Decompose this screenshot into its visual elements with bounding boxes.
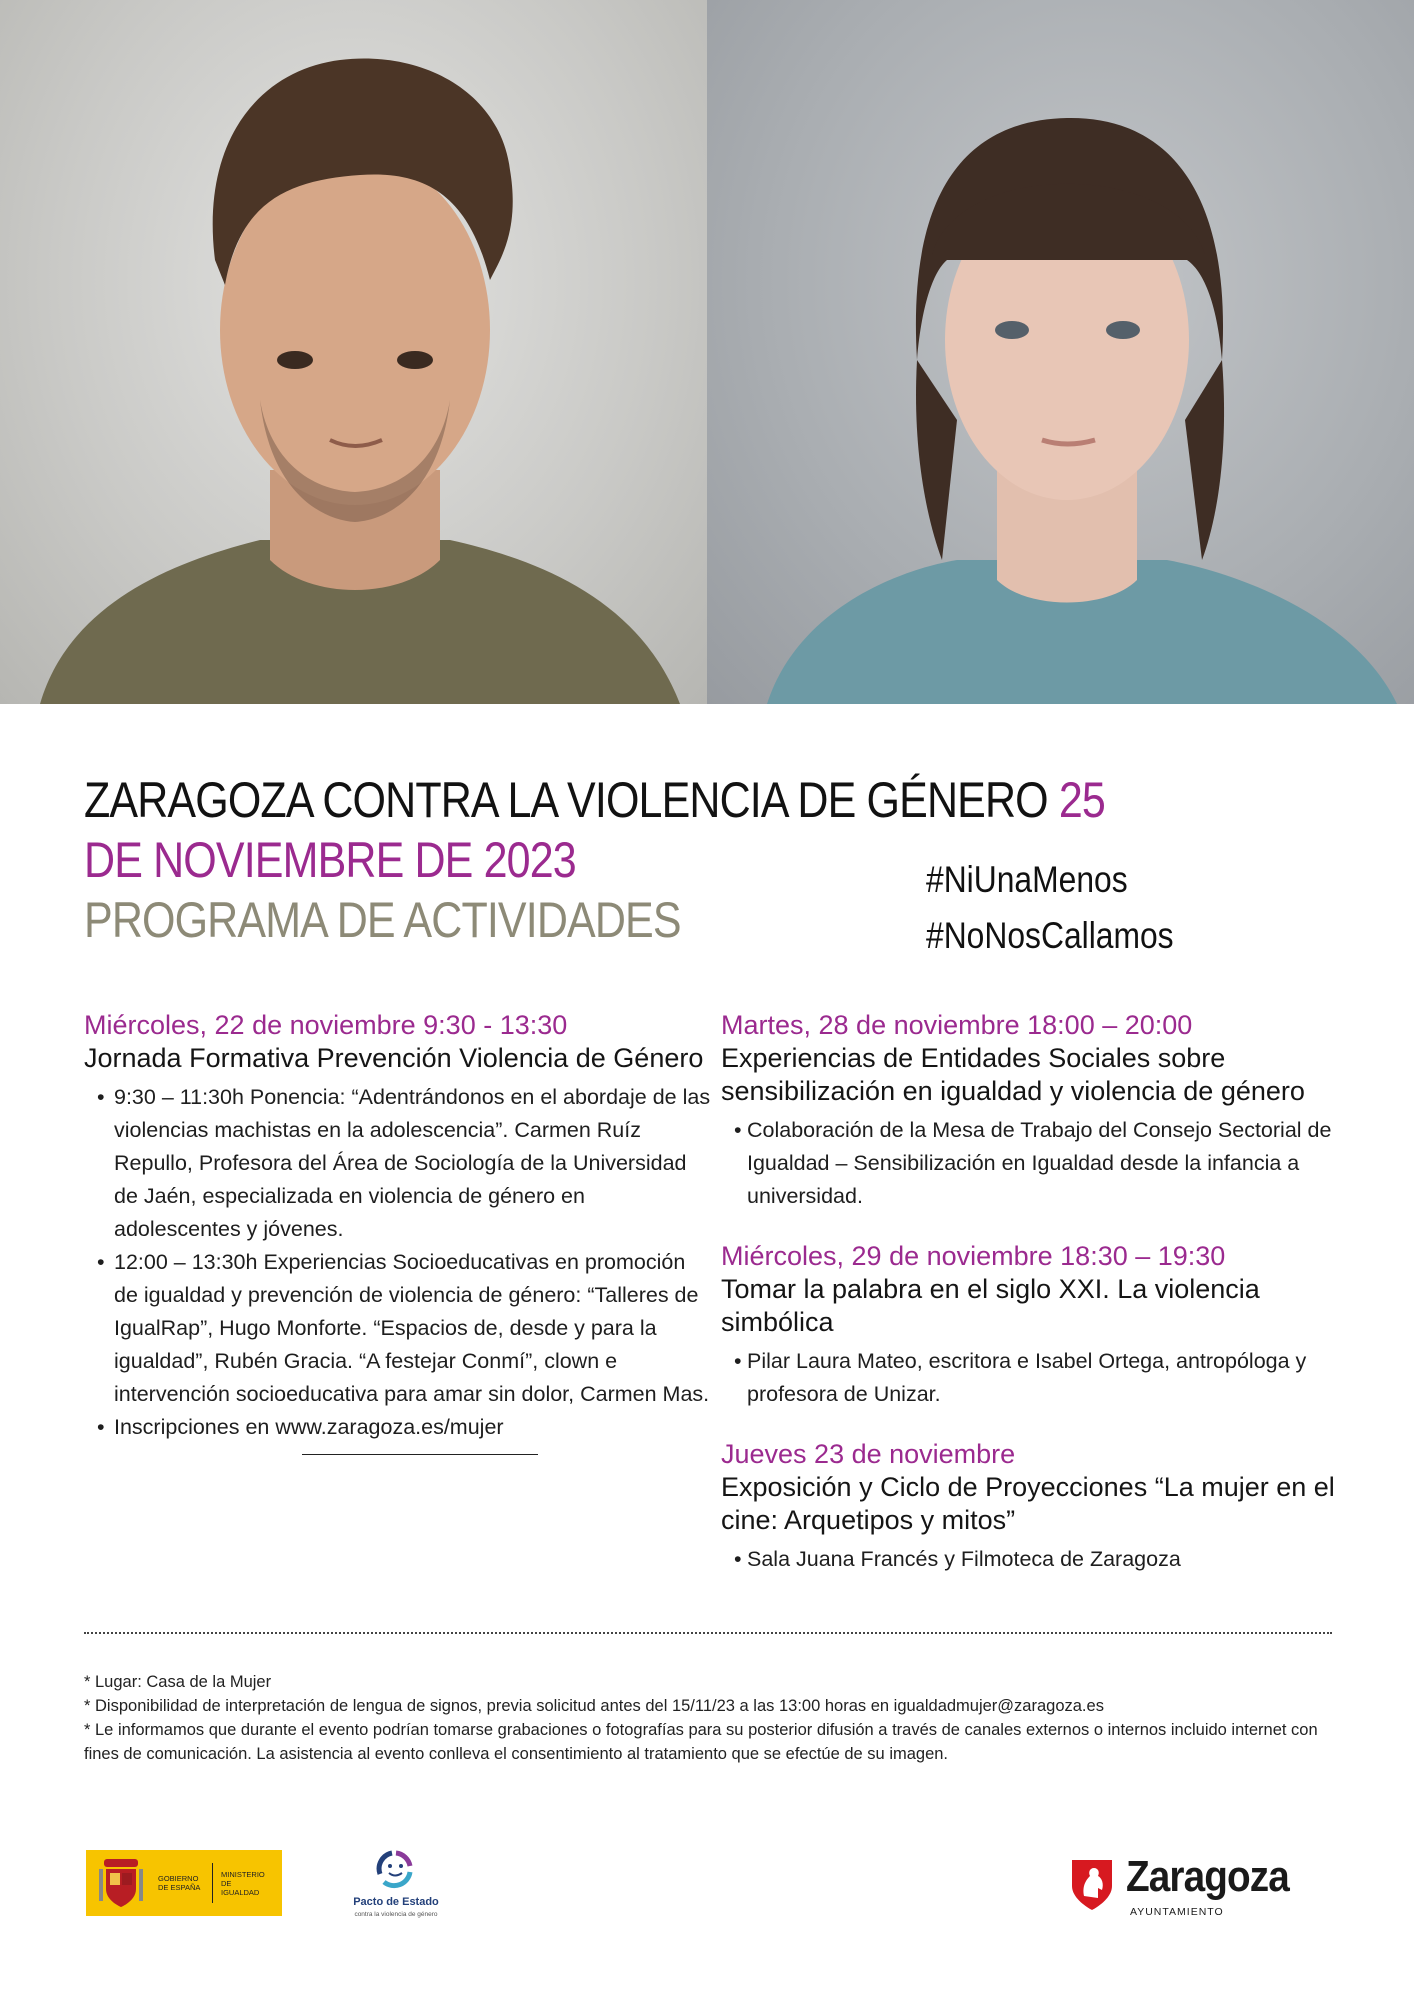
event-date: Miércoles, 29 de noviembre 18:30 – 19:30 <box>721 1241 1226 1271</box>
title-line-3: PROGRAMA DE ACTIVIDADES <box>84 892 681 948</box>
ministerio-line-1: MINISTERIO <box>221 1869 265 1879</box>
title-line-1 <box>84 770 1168 830</box>
footnotes <box>84 1670 1334 1766</box>
gobierno-text <box>158 1874 206 1892</box>
footnote-lugar: * Lugar: Casa de la Mujer <box>84 1673 272 1691</box>
zaragoza-subtitle: AYUNTAMIENTO <box>1130 1906 1224 1918</box>
gobierno-line-2: DE ESPAÑA <box>158 1883 201 1892</box>
event-jueves-23 <box>721 1437 1341 1576</box>
bullet-item: • 9:30 – 11:30h Ponencia: “Adentrándonos en el abordaje de las violencias machistas en la adolescencia”. Carmen Ruíz Repullo, Profesora del Área de Sociología de la Universidad de Jaén, especializada en violencia de género en adolescentes y jóvenes. <box>84 1081 714 1246</box>
title-line-1-main: ZARAGOZA CONTRA LA VIOLENCIA DE GÉNERO <box>84 772 1059 828</box>
footer-logos <box>0 1840 1414 1940</box>
event-title: Experiencias de Entidades Sociales sobre sensibilización en igualdad y violencia de género <box>721 1043 1305 1106</box>
event-title: Jornada Formativa Prevención Violencia de Género <box>84 1043 704 1073</box>
bullet-item: • 12:00 – 13:30h Experiencias Socioeducativas en promoción de igualdad y prevención de violencia de género: “Talleres de IgualRap”, Hugo Monforte. “Espacios de, desde y para la igualdad”, Rubén Gracia. “A festejar Conmí”, clown e intervención socioeducativa para amar sin dolor, Carmen Mas. <box>84 1246 714 1411</box>
gobierno-line-1: GOBIERNO <box>158 1874 199 1883</box>
event-bullets <box>721 1345 1341 1411</box>
event-bullets <box>84 1081 714 1444</box>
event-title: Exposición y Ciclo de Proyecciones “La mujer en el cine: Arquetipos y mitos” <box>721 1472 1335 1535</box>
event-miercoles-29 <box>721 1239 1341 1411</box>
logo-separator <box>212 1863 213 1903</box>
photo-woman <box>707 0 1414 704</box>
zaragoza-name: Zaragoza <box>1126 1852 1289 1901</box>
right-column <box>721 1008 1341 1602</box>
pacto-title: Pacto de Estado <box>353 1896 439 1908</box>
event-bullets <box>721 1543 1341 1576</box>
ministerio-text <box>221 1870 271 1897</box>
woman-portrait-illustration <box>707 0 1414 704</box>
pacto-de-estado-logo <box>348 1844 444 1928</box>
header-photos <box>0 0 1414 704</box>
man-portrait-illustration <box>0 0 707 704</box>
hashtag-nonoscallamos: #NoNosCallamos <box>926 915 1174 956</box>
title-line-2: DE NOVIEMBRE DE 2023 <box>84 832 576 888</box>
coat-of-arms-icon <box>98 1855 144 1911</box>
event-date: Martes, 28 de noviembre 18:00 – 20:00 <box>721 1010 1193 1040</box>
left-column <box>84 1008 714 1455</box>
gobierno-ministerio-logo <box>86 1850 282 1916</box>
bullet-item: • Colaboración de la Mesa de Trabajo del Consejo Sectorial de Igualdad – Sensibilización en Igualdad desde la infancia a universidad. <box>721 1114 1341 1213</box>
event-title: Tomar la palabra en el siglo XXI. La violencia simbólica <box>721 1274 1260 1337</box>
hashtag-niunamenos: #NiUnaMenos <box>926 859 1128 900</box>
bullet-item: • Pilar Laura Mateo, escritora e Isabel Ortega, antropóloga y profesora de Unizar. <box>721 1345 1341 1411</box>
registration-link-underline <box>302 1454 538 1455</box>
ayuntamiento-zaragoza-logo <box>1068 1850 1338 1920</box>
bullet-item: • Sala Juana Francés y Filmoteca de Zaragoza <box>721 1543 1341 1576</box>
pacto-ring-icon <box>370 1844 420 1894</box>
event-date: Miércoles, 22 de noviembre 9:30 - 13:30 <box>84 1010 568 1040</box>
footnote-imagen: * Le informamos que durante el evento podrían tomarse grabaciones o fotografías para su posterior difusión a través de canales externos o internos incluido internet con fines de comunicación. La asistencia al evento conlleva el consentimiento al tratamiento que se efectúe de su imagen. <box>84 1721 1318 1763</box>
event-date: Jueves 23 de noviembre <box>721 1439 1016 1469</box>
ministerio-line-2: DE IGUALDAD <box>221 1878 260 1897</box>
bullet-item-registration: • Inscripciones en www.zaragoza.es/mujer <box>84 1411 714 1444</box>
title-line-1-accent: 25 <box>1058 772 1105 828</box>
hashtags <box>926 852 1174 964</box>
footnote-signos: * Disponibilidad de interpretación de lengua de signos, previa solicitud antes del 15/11/23 a las 13:00 horas en igualdadmujer@zaragoza.es <box>84 1697 1104 1715</box>
dotted-divider <box>84 1632 1332 1634</box>
zaragoza-lion-shield-icon <box>1068 1856 1116 1912</box>
photo-man <box>0 0 707 704</box>
pacto-subtitle: contra la violencia de género <box>354 1911 438 1918</box>
event-martes-28 <box>721 1008 1341 1213</box>
event-bullets <box>721 1114 1341 1213</box>
